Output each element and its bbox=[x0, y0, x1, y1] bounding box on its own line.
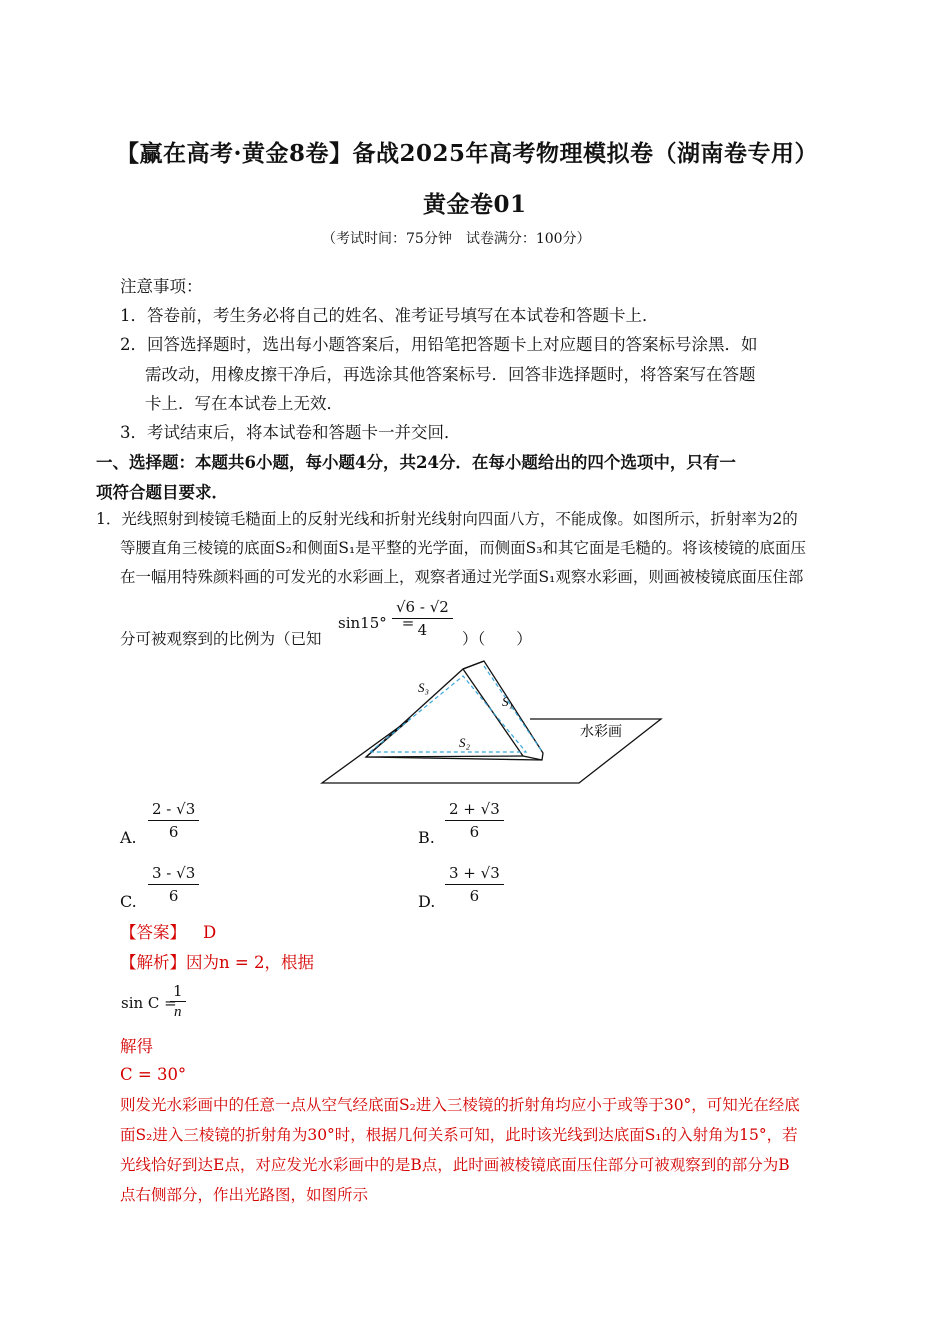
inner-dashed-outline bbox=[370, 676, 526, 752]
question-1-line-1: 1．光线照射到棱镜毛糙面上的反射光线和折射光线射向四面八方，不能成像。如图所示，折射率为2的 bbox=[96, 510, 798, 528]
analysis-label: 【解析】 bbox=[120, 953, 186, 972]
option-d-denominator: 6 bbox=[469, 887, 480, 905]
option-b-fraction bbox=[445, 800, 504, 841]
note-item-2-cont2: 卡上．写在本试卷上无效． bbox=[145, 394, 343, 413]
formula-numerator: 1 bbox=[170, 982, 186, 1002]
option-b-letter: B. bbox=[418, 828, 435, 847]
label-s2: S₂ bbox=[459, 735, 471, 750]
option-c-denominator: 6 bbox=[168, 887, 179, 905]
analysis-para-4: 点右侧部分，作出光路图，如图所示 bbox=[120, 1186, 369, 1204]
solve-label: 解得 bbox=[120, 1037, 153, 1056]
hint-numerator: √6 - √2 bbox=[392, 598, 453, 619]
label-s3: S₃ bbox=[418, 680, 430, 695]
formula-fraction bbox=[170, 982, 186, 1021]
option-c-letter: C. bbox=[120, 892, 137, 911]
hint-formula-fraction bbox=[392, 598, 453, 639]
label-painting: 水彩画 bbox=[580, 724, 622, 740]
document-title: 【赢在高考·黄金8卷】备战2025年高考物理模拟卷（湖南卷专用） bbox=[116, 140, 819, 167]
answer-label: 【答案】 bbox=[120, 923, 186, 942]
analysis-para-3: 光线恰好到达E点，对应发光水彩画中的是B点，此时画被棱镜底面压住部分可被观察到的部分为B bbox=[120, 1156, 790, 1174]
notes-heading: 注意事项： bbox=[120, 277, 203, 296]
formula-denominator: n bbox=[174, 1004, 182, 1020]
analysis-para-1: 则发光水彩画中的任意一点从空气经底面S₂进入三棱镜的折射角均应小于或等于30°，可知光在经底 bbox=[120, 1096, 800, 1114]
section-heading: 一、选择题：本题共6小题，每小题4分，共24分．在每小题给出的四个选项中，只有一 bbox=[96, 453, 736, 472]
option-c-fraction bbox=[148, 864, 199, 905]
hint-formula-lhs: sin15° = bbox=[338, 614, 415, 632]
note-item-2: 2．回答选择题时，选出每小题答案后，用铅笔把答题卡上对应题目的答案标号涂黑．如 bbox=[120, 335, 758, 354]
question-1-line-4: 分可被观察到的比例为（已知 bbox=[120, 630, 322, 648]
option-a-letter: A. bbox=[120, 828, 137, 847]
prism-figure bbox=[318, 656, 668, 788]
note-item-3: 3．考试结束后，将本试卷和答题卡一并交回． bbox=[120, 423, 461, 442]
question-1-line-4-tail: ）（ ） bbox=[462, 630, 532, 648]
solve-result: C = 30° bbox=[120, 1065, 187, 1084]
label-s1: S₁ bbox=[502, 694, 514, 709]
option-b-numerator: 2 + √3 bbox=[445, 800, 504, 821]
hint-denominator: 4 bbox=[417, 621, 428, 639]
prism-body bbox=[366, 661, 543, 760]
option-d-fraction bbox=[445, 864, 504, 905]
note-item-1: 1．答卷前，考生务必将自己的姓名、准考证号填写在本试卷和答题卡上． bbox=[120, 306, 659, 325]
analysis-para-2: 面S₂进入三棱镜的折射角为30°时，根据几何关系可知，此时该光线到达底面S₁的入射角为15°，若 bbox=[120, 1126, 798, 1144]
paper-subtitle: 黄金卷01 bbox=[423, 191, 527, 218]
question-1-line-3: 在一幅用特殊颜料画的可发光的水彩画上，观察者通过光学面S₁观察水彩画，则画被棱镜底面压住部 bbox=[120, 568, 804, 586]
option-c-numerator: 3 - √3 bbox=[148, 864, 199, 885]
note-item-2-cont: 需改动，用橡皮擦干净后，再选涂其他答案标号．回答非选择题时，将答案写在答题 bbox=[145, 365, 756, 384]
answer-value: D bbox=[203, 923, 217, 942]
option-a-numerator: 2 - √3 bbox=[148, 800, 199, 821]
option-d-letter: D. bbox=[418, 892, 436, 911]
question-1-line-2: 等腰直角三棱镜的底面S₂和侧面S₁是平整的光学面，而侧面S₃和其它面是毛糙的。将该棱镜的底面压 bbox=[120, 539, 806, 557]
section-heading-cont: 项符合题目要求． bbox=[96, 483, 228, 502]
exam-info: （考试时间：75分钟 试卷满分：100分） bbox=[322, 231, 591, 247]
analysis-intro: 因为n = 2，根据 bbox=[186, 953, 314, 972]
option-b-denominator: 6 bbox=[469, 823, 480, 841]
option-a-denominator: 6 bbox=[168, 823, 179, 841]
formula-lhs: sin C = bbox=[121, 994, 177, 1012]
option-a-fraction bbox=[148, 800, 199, 841]
option-d-numerator: 3 + √3 bbox=[445, 864, 504, 885]
